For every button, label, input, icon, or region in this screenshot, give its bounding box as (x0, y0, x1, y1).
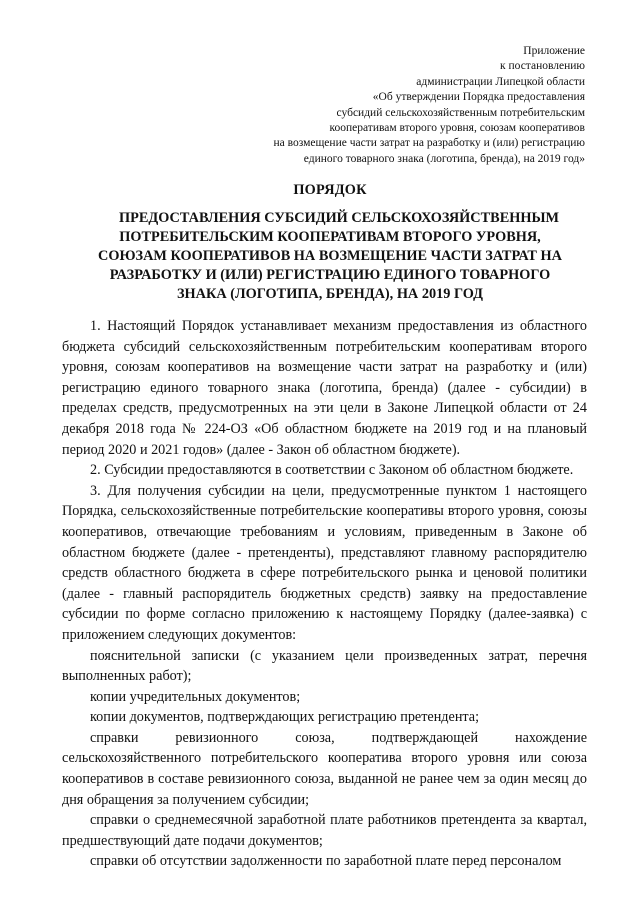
paragraph-3: 3. Для получения субсидии на цели, предусмотренные пунктом 1 настоящего Порядка, сельскохозяйственные потребительские кооперативы второго уровня, союзы кооперативов, отвечающие требованиям и условиям, приведенным в Законе об областном бюджете (далее - претенденты), представляют главному распорядителю средств областного бюджета в сфере потребительского рынка и ценовой политики (далее - главный распорядитель бюджетных средств) заявку на предоставление субсидии по форме согласно приложению к настоящему Порядку (далее-заявка) с приложением следующих документов: (62, 482, 587, 643)
appendix-header (205, 44, 585, 167)
title-line: ПОТРЕБИТЕЛЬСКИМ КООПЕРАТИВАМ ВТОРОГО УРОВНЯ, (119, 229, 541, 245)
list-item: пояснительной записки (с указанием цели произведенных затрат, перечня выполненных работ); (62, 647, 587, 685)
list-item: справки ревизионного союза, подтверждающей нахождение сельскохозяйственного потребительского кооператива второго уровня или союза кооперативов в составе ревизионного союза, выданной не ранее чем за один месяц до дня обращения за получением субсидии; (62, 729, 587, 808)
header-line: администрации Липецкой области (416, 75, 585, 88)
header-line: к постановлению (500, 60, 585, 73)
header-line: на возмещение части затрат на разработку и (или) регистрацию (273, 137, 585, 150)
title-word: ПОРЯДОК (293, 182, 367, 198)
paragraph-1: 1. Настоящий Порядок устанавливает механизм предоставления из областного бюджета субсидий сельскохозяйственным потребительским кооперативам второго уровня, союзам кооперативов на возмещение части затрат на разработку и (или) регистрацию единого товарного знака (логотипа, бренда) (далее - субсидии) в пределах средств, предусмотренных на эти цели в Законе Липецкой области от 24 декабря 2018 года № 224-ОЗ «Об областном бюджете на 2019 год и на плановый период 2020 и 2021 годов» (далее - Закон об областном бюджете). (62, 318, 587, 458)
title-line: СОЮЗАМ КООПЕРАТИВОВ НА ВОЗМЕЩЕНИЕ ЧАСТИ ЗАТРАТ НА (98, 248, 562, 264)
header-line: Приложение (523, 45, 585, 57)
header-line: единого товарного знака (логотипа, бренда), на 2019 год» (303, 152, 585, 165)
list-item: справки о среднемесячной заработной плате работников претендента за квартал, предшествующий дате подачи документов; (62, 812, 587, 849)
document-body (62, 316, 587, 872)
title-line: ПРЕДОСТАВЛЕНИЯ СУБСИДИЙ СЕЛЬСКОХОЗЯЙСТВЕННЫМ (118, 210, 560, 226)
paragraph-2: 2. Субсидии предоставляются в соответствии с Законом об областном бюджете. (90, 462, 574, 479)
header-line: субсидий сельскохозяйственным потребительским (336, 106, 585, 119)
list-item: справки об отсутствии задолженности по заработной плате перед персоналом (90, 853, 562, 870)
title-line: ЗНАКА (ЛОГОТИПА, БРЕНДА), НА 2019 ГОД (177, 286, 483, 302)
header-line: «Об утверждении Порядка предоставления (372, 91, 585, 104)
header-line: кооперативам второго уровня, союзам кооперативов (329, 122, 585, 135)
title-line: РАЗРАБОТКУ И (ИЛИ) РЕГИСТРАЦИЮ ЕДИНОГО ТОВАРНОГО (109, 267, 551, 283)
document-title (60, 181, 600, 304)
list-item: копии документов, подтверждающих регистрацию претендента; (90, 709, 480, 726)
list-item: копии учредительных документов; (90, 688, 301, 705)
